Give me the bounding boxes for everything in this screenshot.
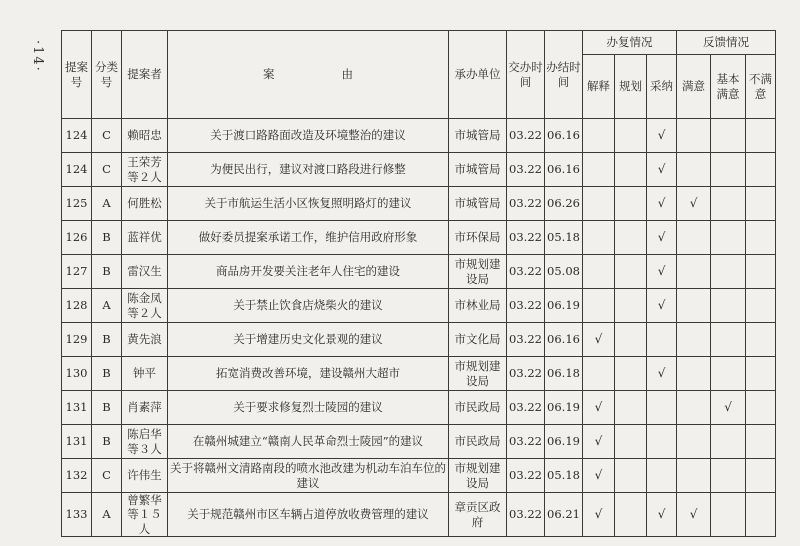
- header-subject-a: 案: [263, 67, 275, 82]
- row-reply-adopt: √: [647, 357, 677, 391]
- row-subject: 商品房开发要关注老年人住宅的建设: [168, 255, 449, 289]
- row-category: C: [92, 119, 122, 153]
- row-category: A: [92, 289, 122, 323]
- row-done: 06.16: [545, 153, 583, 187]
- row-subject: 拓宽消费改善环境，建设赣州大超市: [168, 357, 449, 391]
- row-proposer: 黄先浪: [122, 323, 168, 357]
- row-reply-explain: [583, 187, 615, 221]
- header-proposer: 提案者: [122, 31, 168, 119]
- row-reply-plan: [615, 119, 647, 153]
- header-subject-b: 由: [341, 67, 353, 82]
- row-no: 126: [62, 221, 92, 255]
- row-feedback-basic: [711, 153, 746, 187]
- header-feedback-group: 反馈情况: [677, 31, 776, 55]
- row-proposer: 陈启华等３人: [122, 425, 168, 459]
- table-row: [62, 187, 776, 221]
- row-category: C: [92, 153, 122, 187]
- table-row: [62, 255, 776, 289]
- row-feedback-satisfied: [677, 357, 711, 391]
- header-category: 分类号: [92, 31, 122, 119]
- row-feedback-basic: [711, 493, 746, 537]
- row-unit: 市规划建设局: [449, 357, 507, 391]
- row-assigned: 03.22: [507, 323, 545, 357]
- row-reply-explain: [583, 289, 615, 323]
- row-reply-adopt: √: [647, 187, 677, 221]
- row-subject: 关于规范赣州市区车辆占道停放收费管理的建议: [168, 493, 449, 537]
- row-subject: 关于禁止饮食店烧柴火的建议: [168, 289, 449, 323]
- row-reply-explain: √: [583, 493, 615, 537]
- row-feedback-unsatisfied: [746, 187, 776, 221]
- row-feedback-satisfied: [677, 255, 711, 289]
- row-feedback-basic: √: [711, 391, 746, 425]
- row-reply-explain: [583, 153, 615, 187]
- row-feedback-unsatisfied: [746, 255, 776, 289]
- row-feedback-unsatisfied: [746, 289, 776, 323]
- row-reply-plan: [615, 391, 647, 425]
- row-no: 130: [62, 357, 92, 391]
- row-done: 06.26: [545, 187, 583, 221]
- row-reply-plan: [615, 425, 647, 459]
- row-feedback-satisfied: √: [677, 493, 711, 537]
- row-no: 124: [62, 153, 92, 187]
- row-feedback-basic: [711, 255, 746, 289]
- table-row: [62, 323, 776, 357]
- row-no: 131: [62, 391, 92, 425]
- row-no: 132: [62, 459, 92, 493]
- header-reply-adopt: 采纳: [647, 55, 677, 119]
- table-row: [62, 425, 776, 459]
- header-reply-plan: 规划: [615, 55, 647, 119]
- row-reply-explain: √: [583, 391, 615, 425]
- row-assigned: 03.22: [507, 425, 545, 459]
- header-assigned: 交办时间: [507, 31, 545, 119]
- row-category: B: [92, 425, 122, 459]
- row-no: 129: [62, 323, 92, 357]
- row-reply-explain: √: [583, 459, 615, 493]
- table-row: [62, 119, 776, 153]
- row-subject: 做好委员提案承诺工作，维护信用政府形象: [168, 221, 449, 255]
- row-feedback-satisfied: √: [677, 187, 711, 221]
- row-reply-adopt: [647, 425, 677, 459]
- row-reply-explain: [583, 119, 615, 153]
- row-feedback-satisfied: [677, 459, 711, 493]
- header-reply-group: 办复情况: [583, 31, 677, 55]
- row-reply-explain: √: [583, 323, 615, 357]
- row-assigned: 03.22: [507, 493, 545, 537]
- row-feedback-satisfied: [677, 153, 711, 187]
- row-category: B: [92, 255, 122, 289]
- row-reply-adopt: √: [647, 221, 677, 255]
- row-assigned: 03.22: [507, 221, 545, 255]
- row-done: 06.19: [545, 425, 583, 459]
- row-subject: 在赣州城建立“赣南人民革命烈士陵园”的建议: [168, 425, 449, 459]
- row-reply-adopt: √: [647, 493, 677, 537]
- table-row: [62, 493, 776, 537]
- row-proposer: 雷汉生: [122, 255, 168, 289]
- row-unit: 市城管局: [449, 187, 507, 221]
- proposal-table: [61, 30, 776, 537]
- table-row: [62, 357, 776, 391]
- row-assigned: 03.22: [507, 459, 545, 493]
- row-proposer: 赖昭忠: [122, 119, 168, 153]
- row-feedback-basic: [711, 221, 746, 255]
- row-feedback-basic: [711, 289, 746, 323]
- row-reply-plan: [615, 357, 647, 391]
- row-feedback-unsatisfied: [746, 323, 776, 357]
- row-unit: 市规划建设局: [449, 459, 507, 493]
- row-unit: 章贡区政府: [449, 493, 507, 537]
- row-reply-plan: [615, 289, 647, 323]
- row-unit: 市文化局: [449, 323, 507, 357]
- header-feedback-unsatisfied: 不满意: [746, 55, 776, 119]
- row-feedback-basic: [711, 357, 746, 391]
- row-category: C: [92, 459, 122, 493]
- row-no: 133: [62, 493, 92, 537]
- row-assigned: 03.22: [507, 255, 545, 289]
- row-proposer: 陈金凤等２人: [122, 289, 168, 323]
- row-feedback-basic: [711, 323, 746, 357]
- row-category: B: [92, 357, 122, 391]
- row-feedback-satisfied: [677, 391, 711, 425]
- header-unit: 承办单位: [449, 31, 507, 119]
- row-reply-explain: [583, 221, 615, 255]
- row-feedback-basic: [711, 459, 746, 493]
- row-reply-plan: [615, 323, 647, 357]
- row-assigned: 03.22: [507, 187, 545, 221]
- row-subject: 为便民出行，建议对渡口路段进行修整: [168, 153, 449, 187]
- row-assigned: 03.22: [507, 391, 545, 425]
- row-reply-adopt: √: [647, 289, 677, 323]
- row-feedback-unsatisfied: [746, 391, 776, 425]
- row-assigned: 03.22: [507, 119, 545, 153]
- row-assigned: 03.22: [507, 289, 545, 323]
- row-feedback-satisfied: [677, 289, 711, 323]
- row-subject: 关于市航运生活小区恢复照明路灯的建议: [168, 187, 449, 221]
- row-category: A: [92, 187, 122, 221]
- table-row: [62, 221, 776, 255]
- row-reply-explain: √: [583, 425, 615, 459]
- row-feedback-basic: [711, 425, 746, 459]
- header-no: 提案号: [62, 31, 92, 119]
- row-feedback-satisfied: [677, 221, 711, 255]
- header-subject: [168, 31, 449, 119]
- row-done: 05.18: [545, 221, 583, 255]
- table-row: [62, 459, 776, 493]
- row-assigned: 03.22: [507, 357, 545, 391]
- header-feedback-satisfied: 满意: [677, 55, 711, 119]
- row-no: 131: [62, 425, 92, 459]
- row-reply-adopt: [647, 323, 677, 357]
- row-feedback-unsatisfied: [746, 221, 776, 255]
- row-unit: 市民政局: [449, 425, 507, 459]
- row-feedback-unsatisfied: [746, 459, 776, 493]
- row-feedback-basic: [711, 187, 746, 221]
- row-reply-adopt: √: [647, 153, 677, 187]
- row-proposer: 蓝祥优: [122, 221, 168, 255]
- row-subject: 关于渡口路路面改造及环境整治的建议: [168, 119, 449, 153]
- table-row: [62, 153, 776, 187]
- row-category: B: [92, 323, 122, 357]
- row-unit: 市环保局: [449, 221, 507, 255]
- row-unit: 市规划建设局: [449, 255, 507, 289]
- header-feedback-basic: 基本满意: [711, 55, 746, 119]
- row-proposer: 何胜松: [122, 187, 168, 221]
- row-reply-plan: [615, 459, 647, 493]
- row-reply-explain: [583, 357, 615, 391]
- row-reply-plan: [615, 493, 647, 537]
- row-reply-plan: [615, 221, 647, 255]
- row-proposer: 王荣芳等２人: [122, 153, 168, 187]
- row-no: 127: [62, 255, 92, 289]
- row-done: 06.18: [545, 357, 583, 391]
- row-feedback-basic: [711, 119, 746, 153]
- row-feedback-unsatisfied: [746, 119, 776, 153]
- row-unit: 市林业局: [449, 289, 507, 323]
- row-subject: 关于增建历史文化景观的建议: [168, 323, 449, 357]
- row-subject: 关于要求修复烈士陵园的建议: [168, 391, 449, 425]
- header-done: 办结时间: [545, 31, 583, 119]
- row-feedback-unsatisfied: [746, 493, 776, 537]
- row-category: A: [92, 493, 122, 537]
- row-reply-plan: [615, 187, 647, 221]
- row-feedback-satisfied: [677, 425, 711, 459]
- row-unit: 市城管局: [449, 119, 507, 153]
- page-number: ·14·: [30, 40, 45, 73]
- row-done: 06.16: [545, 119, 583, 153]
- row-feedback-unsatisfied: [746, 357, 776, 391]
- row-reply-adopt: [647, 459, 677, 493]
- row-done: 06.19: [545, 289, 583, 323]
- row-proposer: 钟平: [122, 357, 168, 391]
- table-row: [62, 391, 776, 425]
- row-subject: 关于将赣州文清路南段的喷水池改建为机动车泊车位的建议: [168, 459, 449, 493]
- row-category: B: [92, 391, 122, 425]
- row-reply-explain: [583, 255, 615, 289]
- row-feedback-satisfied: [677, 323, 711, 357]
- row-proposer: 许伟生: [122, 459, 168, 493]
- row-done: 06.21: [545, 493, 583, 537]
- header-reply-explain: 解释: [583, 55, 615, 119]
- row-done: 05.08: [545, 255, 583, 289]
- row-unit: 市民政局: [449, 391, 507, 425]
- row-assigned: 03.22: [507, 153, 545, 187]
- row-no: 124: [62, 119, 92, 153]
- table-row: [62, 289, 776, 323]
- row-no: 125: [62, 187, 92, 221]
- row-feedback-unsatisfied: [746, 425, 776, 459]
- row-category: B: [92, 221, 122, 255]
- row-done: 06.16: [545, 323, 583, 357]
- row-proposer: 肖素萍: [122, 391, 168, 425]
- row-feedback-unsatisfied: [746, 153, 776, 187]
- row-reply-adopt: √: [647, 255, 677, 289]
- row-reply-adopt: [647, 391, 677, 425]
- row-feedback-satisfied: [677, 119, 711, 153]
- row-done: 05.18: [545, 459, 583, 493]
- row-done: 06.19: [545, 391, 583, 425]
- row-reply-plan: [615, 255, 647, 289]
- row-reply-adopt: √: [647, 119, 677, 153]
- row-unit: 市城管局: [449, 153, 507, 187]
- row-no: 128: [62, 289, 92, 323]
- row-proposer: 曾繁华等１５人: [122, 493, 168, 537]
- row-reply-plan: [615, 153, 647, 187]
